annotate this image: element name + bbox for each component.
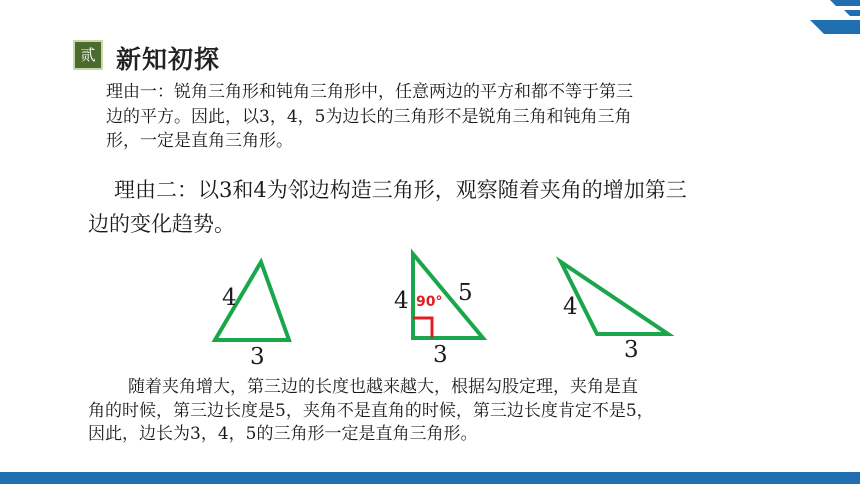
section-number-badge: 贰 [73,40,103,70]
right-angle-marker [413,318,432,338]
right-side-left-label: 4 [394,288,409,314]
right-side-bottom-label: 3 [433,342,448,368]
conclusion-line: 因此，边长为3，4，5的三角形一定是直角三角形。 [88,424,478,444]
conclusion-line: 随着夹角增大，第三边的长度也越来越大，根据勾股定理，夹角是直 [128,377,638,397]
acute-triangle-figure [215,262,289,370]
conclusion-paragraph [88,376,808,447]
obtuse-side-bottom-label: 3 [624,337,639,363]
acute-side-left-label: 4 [222,285,237,311]
obtuse-triangle-figure [561,262,668,363]
obtuse-side-left-label: 4 [563,294,578,320]
section-title: 新知初探 [116,45,221,74]
right-angle-label: 90° [416,294,443,310]
reason-one-line: 形，一定是直角三角形。 [106,131,293,151]
acute-side-bottom-label: 3 [250,344,265,370]
reason-two-line: 理由二：以3和4为邻边构造三角形，观察随着夹角的增加第三 [114,178,687,202]
right-side-hyp-label: 5 [458,280,473,306]
reason-one-line: 理由一：锐角三角形和钝角三角形中，任意两边的平方和都不等于第三 [106,82,633,102]
bottom-accent-bar [0,472,860,484]
right-triangle-figure [394,254,483,368]
conclusion-line: 角的时候，第三边长度是5，夹角不是直角的时候，第三边长度肯定不是5， [88,400,654,421]
reason-one-line: 边的平方。因此，以3，4，5为边长的三角形不是锐角三角和钝角三角 [106,106,632,127]
reason-two-line: 边的变化趋势。 [88,212,235,236]
